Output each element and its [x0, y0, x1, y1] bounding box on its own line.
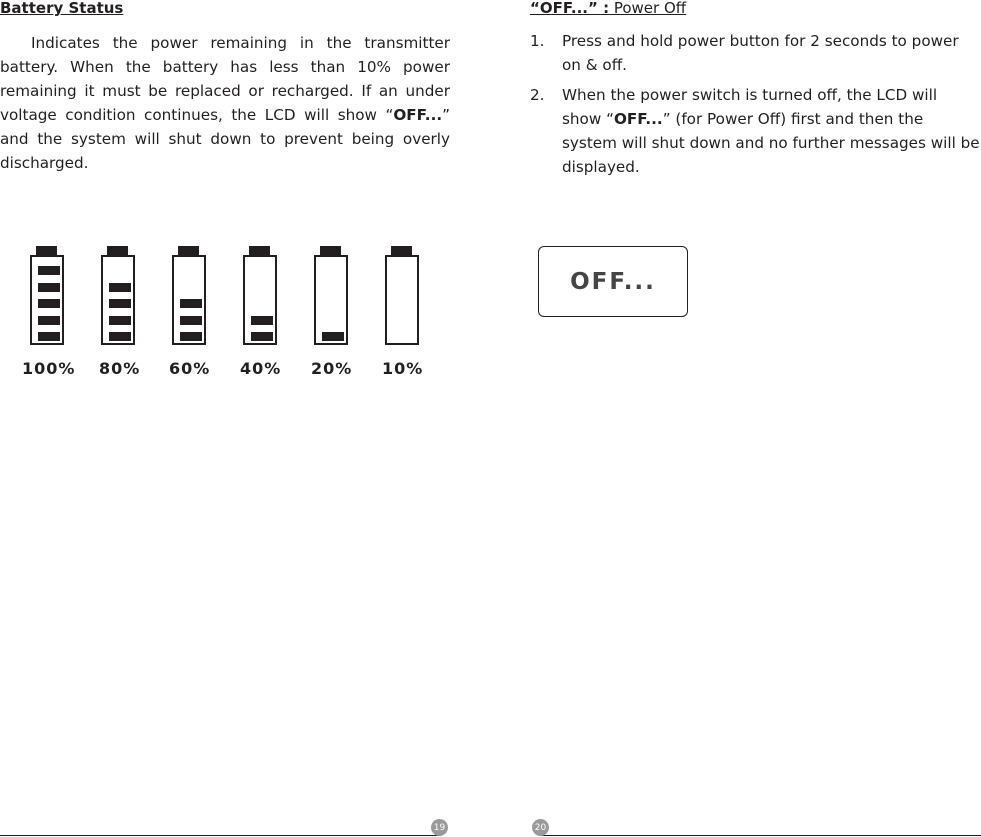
battery-cap: [107, 246, 128, 255]
battery-bar: [38, 332, 60, 341]
para-off-text: OFF...: [393, 106, 443, 124]
battery-bar: [109, 299, 131, 308]
power-off-heading-rest: Power Off: [609, 0, 687, 17]
battery-percent-label: 60%: [169, 359, 211, 378]
battery-body: [385, 255, 419, 345]
power-off-heading-bold: “OFF...” :: [530, 0, 610, 17]
battery-body: [314, 255, 348, 345]
battery-percent-label: 100%: [22, 359, 76, 378]
battery-bar: [38, 283, 60, 292]
battery-percent-label: 10%: [382, 359, 424, 378]
battery-bar: [180, 299, 202, 308]
step-2-text-1: When the power switch is turned off, the LCD will show “: [562, 86, 938, 128]
battery-percent-label: 40%: [240, 359, 282, 378]
battery-cap: [320, 246, 341, 255]
step-1: [530, 29, 981, 77]
step-2-number: 2.: [530, 86, 545, 104]
battery-cap: [36, 246, 57, 255]
battery-bar: [109, 332, 131, 341]
step-2-text-2: ” (for Power Off) first and then the system will shut down and no further messages will be displayed.: [562, 110, 980, 176]
battery-cap: [249, 246, 270, 255]
battery-percent-label: 80%: [99, 359, 141, 378]
battery-body: [101, 255, 135, 345]
battery-bar: [251, 316, 273, 325]
battery-bar: [109, 316, 131, 325]
battery-bar: [180, 316, 202, 325]
battery-bar: [251, 332, 273, 341]
battery-bar: [322, 332, 344, 341]
battery-bar: [38, 299, 60, 308]
battery-body: [30, 255, 64, 345]
step-2: [530, 83, 981, 179]
left-page: [0, 0, 450, 175]
lcd-off-display: OFF...: [538, 246, 688, 317]
battery-cap: [391, 246, 412, 255]
para-text-2: ” and the system will shut down to prevent being overly discharged.: [0, 106, 450, 172]
battery-body: [243, 255, 277, 345]
battery-body: [172, 255, 206, 345]
battery-bar: [109, 283, 131, 292]
battery-bar: [38, 266, 60, 275]
right-page-number: 20: [532, 819, 549, 836]
right-footer-line: [540, 835, 981, 836]
step-2-off-text: OFF...: [613, 110, 663, 128]
power-off-steps: [530, 29, 981, 179]
step-1-number: 1.: [530, 32, 545, 50]
battery-bar: [38, 316, 60, 325]
power-off-heading: [530, 0, 981, 17]
battery-bar: [180, 332, 202, 341]
left-footer-line: [0, 835, 440, 836]
left-page-number: 19: [431, 819, 448, 836]
right-page: [530, 0, 981, 295]
battery-status-paragraph: [0, 31, 450, 175]
step-1-text: Press and hold power button for 2 seconds to power on & off.: [562, 32, 959, 74]
battery-status-heading: Battery Status: [0, 0, 124, 17]
battery-cap: [178, 246, 199, 255]
battery-percent-label: 20%: [311, 359, 353, 378]
para-text-1: Indicates the power remaining in the transmitter battery. When the battery has less than 10% power remaining it must be replaced or recharged. If an under voltage condition continues, the LCD will show “: [0, 34, 450, 124]
